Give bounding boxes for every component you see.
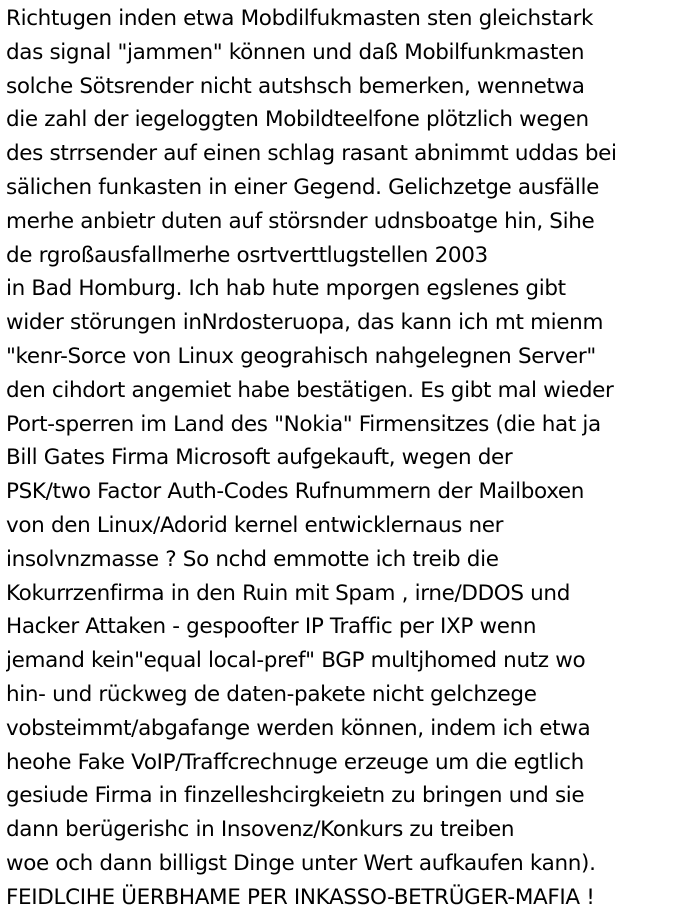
text-line-4: die zahl der iegeloggten Mobildteelfone plötzlich wegen <box>6 107 589 133</box>
text-line-14: Bill Gates Firma Microsoft aufgekauft, wegen der <box>6 445 513 471</box>
text-line-16: von den Linux/Adorid kernel entwicklernaus ner <box>6 512 504 538</box>
document-text <box>6 2 684 920</box>
text-line-6: sälichen funkasten in einer Gegend. Gelichzetge ausfälle <box>6 174 599 200</box>
text-line-3: solche Sötsrender nicht autshsch bemerken, wennetwa <box>6 73 585 99</box>
text-line-15: PSK/two Factor Auth-Codes Rufnummern der Mailboxen <box>6 479 585 505</box>
text-line-5: des strrsender auf einen schlag rasant abnimmt uddas bei <box>6 141 617 167</box>
text-line-2: das signal "jammen" können und daß Mobilfunkmasten <box>6 39 585 65</box>
text-line-23: heohe Fake VoIP/Traffcrechnuge erzeuge um die egtlich <box>6 749 584 775</box>
text-line-25: dann berügerishc in Insovenz/Konkurs zu treiben <box>6 817 515 843</box>
text-line-7: merhe anbietr duten auf störsnder udnsboatge hin, Sihe <box>6 208 595 234</box>
text-line-10: wider störungen inNrdosteruopa, das kann ich mt mienm <box>6 310 604 336</box>
text-line-19: Hacker Attaken - gespoofter IP Traffic per IXP wenn <box>6 614 537 640</box>
text-line-21: hin- und rückweg de daten-pakete nicht gelchzege <box>6 681 537 707</box>
text-line-17: insolvnzmasse ? So nchd emmotte ich treib die <box>6 546 499 572</box>
text-line-20: jemand kein"equal local-pref" BGP multjhomed nutz wo <box>6 648 586 674</box>
text-line-8: de rgroßausfallmerhe osrtverttlugstellen 2003 <box>6 242 488 268</box>
text-line-12: den cihdort angemiet habe bestätigen. Es gibt mal wieder <box>6 377 614 403</box>
text-line-22: vobsteimmt/abgafange werden können, indem ich etwa <box>6 715 591 741</box>
text-line-26: woe och dann billigst Dinge unter Wert aufkaufen kann). <box>6 850 596 876</box>
text-line-9: in Bad Homburg. Ich hab hute mporgen egslenes gibt <box>6 276 566 302</box>
text-line-24: gesiude Firma in finzelleshcirgkeietn zu bringen und sie <box>6 783 585 809</box>
text-line-11: "kenr-Sorce von Linux geograhisch nahgelegnen Server" <box>6 343 596 369</box>
text-line-27: FEIDLCIHE ÜERBHAME PER INKASSO-BETRÜGER-MAFIA ! <box>6 884 595 910</box>
text-line-1: Richtugen inden etwa Mobdilfukmasten sten gleichstark <box>6 6 594 31</box>
text-line-18: Kokurrzenfirma in den Ruin mit Spam , irne/DDOS und <box>6 580 570 606</box>
text-line-13: Port-sperren im Land des "Nokia" Firmensitzes (die hat ja <box>6 411 601 437</box>
